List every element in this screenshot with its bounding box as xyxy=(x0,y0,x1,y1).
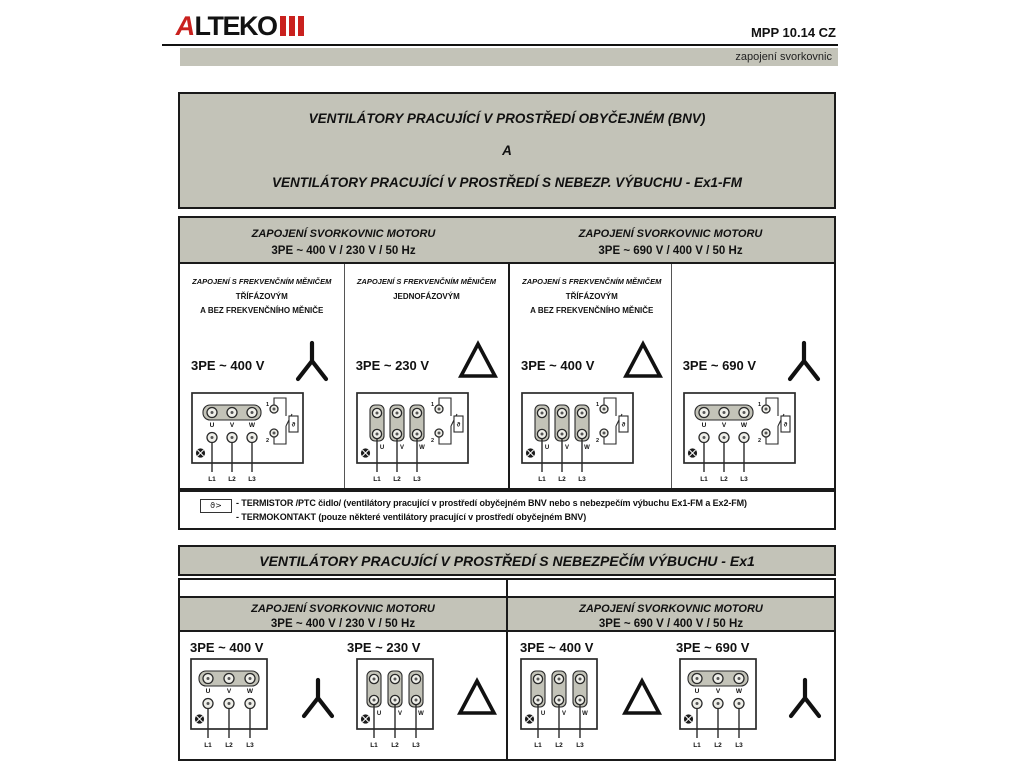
note-line1: - TERMISTOR /PTC čidlo/ (ventilátory pracující v prostředí obyčejném BNV nebo s nebezpečím výbuchu Ex1-FM a Ex2-FM) xyxy=(236,498,747,508)
delta-connection-icon xyxy=(457,340,499,385)
section1-title xyxy=(178,92,836,209)
svg-text:L2: L2 xyxy=(228,476,236,483)
spacer-row xyxy=(508,580,834,596)
logo-letter-a: A xyxy=(173,10,198,41)
terminal-diagram-star-thermistor xyxy=(191,392,316,492)
section1-title-line2: A xyxy=(502,143,512,158)
header-right-line2: 3PE ~ 690 V / 400 V / 50 Hz xyxy=(598,618,744,630)
svg-text:U: U xyxy=(540,711,546,717)
svg-text:U: U xyxy=(701,422,707,429)
subheader-line1: ZAPOJENÍ S FREKVENČNÍM MĚNIČEM xyxy=(192,277,332,286)
section2-right-half xyxy=(506,580,834,759)
voltage-label: 3PE ~ 230 V xyxy=(355,358,430,373)
section1-title-line3: VENTILÁTORY PRACUJÍCÍ V PROSTŘEDÍ S NEBEZP. VÝBUCHU - Ex1-FM xyxy=(271,175,743,190)
svg-text:L3: L3 xyxy=(412,476,421,483)
svg-text:L3: L3 xyxy=(246,742,254,749)
star-connection-icon xyxy=(292,340,332,389)
svg-text:L3: L3 xyxy=(576,742,584,749)
logo-bars-icon xyxy=(280,16,304,36)
terminal-diagram-delta-thermistor xyxy=(356,392,481,492)
svg-text:L1: L1 xyxy=(693,742,701,749)
svg-text:1: 1 xyxy=(757,402,761,408)
svg-text:L1: L1 xyxy=(370,742,378,749)
header-right-line2: 3PE ~ 690 V / 400 V / 50 Hz xyxy=(598,245,743,257)
center-divider xyxy=(508,264,511,488)
subheader-line1: ZAPOJENÍ S FREKVENČNÍM MĚNIČEM xyxy=(356,277,497,286)
header-left-line1: ZAPOJENÍ SVORKOVNIC MOTORU xyxy=(251,228,436,240)
header-left-line2: 3PE ~ 400 V / 230 V / 50 Hz xyxy=(270,618,416,630)
svg-text:L1: L1 xyxy=(208,476,216,483)
terminal-diagram-star xyxy=(679,658,759,758)
voltage-label: 3PE ~ 690 V xyxy=(682,358,757,373)
delta-connection-icon xyxy=(456,677,498,722)
svg-text:L2: L2 xyxy=(714,742,722,749)
svg-text:L3: L3 xyxy=(412,742,420,749)
voltage-label: 3PE ~ 690 V xyxy=(676,640,750,655)
subheader-three-phase xyxy=(180,275,344,319)
svg-text:2: 2 xyxy=(757,438,761,444)
svg-text:L1: L1 xyxy=(372,476,381,483)
svg-text:W: W xyxy=(246,688,254,695)
section1-header-right xyxy=(507,218,834,262)
note-box xyxy=(178,490,836,530)
section2-left-half xyxy=(180,580,506,759)
svg-text:1: 1 xyxy=(595,402,600,408)
svg-text:1: 1 xyxy=(265,402,270,408)
svg-text:U: U xyxy=(209,422,215,429)
svg-text:V: V xyxy=(399,445,404,451)
svg-text:2: 2 xyxy=(595,438,600,444)
section2-table xyxy=(178,578,836,761)
subheader-line2: JEDNOFÁZOVÝM xyxy=(393,291,460,301)
section1-diagram-area xyxy=(180,264,834,488)
svg-text:L2: L2 xyxy=(392,476,401,483)
svg-text:L3: L3 xyxy=(735,742,743,749)
svg-text:U: U xyxy=(205,688,211,695)
svg-text:W: W xyxy=(584,445,590,451)
subheader-single-phase xyxy=(345,275,509,304)
alteko-logo xyxy=(173,10,304,41)
section2-left-diagrams xyxy=(180,632,506,759)
subheader-line2: TŘÍFÁZOVÝM xyxy=(235,291,288,301)
logo-text: LTEKO xyxy=(194,10,277,41)
svg-text:L2: L2 xyxy=(558,476,566,483)
svg-text:ϑ: ϑ xyxy=(783,422,787,429)
svg-text:L3: L3 xyxy=(248,476,256,483)
svg-text:W: W xyxy=(418,445,425,451)
svg-text:V: V xyxy=(564,445,570,451)
delta-connection-icon xyxy=(622,340,664,385)
svg-text:L1: L1 xyxy=(534,742,542,749)
subheader-three-phase xyxy=(510,275,674,319)
svg-text:V: V xyxy=(229,422,235,429)
svg-text:W: W xyxy=(740,422,747,429)
subheader-line3: A BEZ FREKVENČNÍHO MĚNIČE xyxy=(530,306,654,315)
svg-text:L3: L3 xyxy=(739,476,748,483)
terminal-diagram-star-thermistor xyxy=(683,392,808,492)
star-connection-icon xyxy=(784,340,824,389)
svg-text:L1: L1 xyxy=(699,476,708,483)
subtitle-bar: zapojení svorkovnic xyxy=(180,48,838,66)
svg-text:V: V xyxy=(226,688,232,695)
svg-text:W: W xyxy=(735,688,743,695)
note-line2: - TERMOKONTAKT (pouze některé ventilátory pracující v prostředí obyčejném BNV) xyxy=(236,512,587,522)
voltage-label: 3PE ~ 400 V xyxy=(521,358,595,373)
spacer-row xyxy=(180,580,506,596)
header-right-line1: ZAPOJENÍ SVORKOVNIC MOTORU xyxy=(579,603,763,615)
header-rule xyxy=(162,44,838,46)
voltage-label: 3PE ~ 400 V xyxy=(190,640,264,655)
svg-text:L3: L3 xyxy=(578,476,586,483)
svg-text:U: U xyxy=(694,688,700,695)
terminal-diagram-delta xyxy=(520,658,600,758)
terminal-diagram-delta xyxy=(356,658,436,758)
svg-text:V: V xyxy=(721,422,726,429)
svg-text:L1: L1 xyxy=(204,742,212,749)
section1-header-left xyxy=(180,218,507,262)
svg-text:W: W xyxy=(582,711,588,717)
thermistor-symbol-box: ϑ> xyxy=(200,499,232,513)
svg-text:W: W xyxy=(248,422,256,429)
header-left-line2: 3PE ~ 400 V / 230 V / 50 Hz xyxy=(271,245,416,257)
svg-text:U: U xyxy=(544,445,550,451)
svg-text:V: V xyxy=(561,711,567,717)
svg-text:V: V xyxy=(397,711,403,717)
voltage-label: 3PE ~ 400 V xyxy=(191,358,265,373)
svg-text:U: U xyxy=(379,445,384,451)
svg-text:L2: L2 xyxy=(555,742,563,749)
svg-text:ϑ: ϑ xyxy=(621,422,626,429)
note-text xyxy=(236,496,747,524)
svg-text:L2: L2 xyxy=(391,742,399,749)
column-690v-star xyxy=(672,264,836,488)
section1-title-line1: VENTILÁTORY PRACUJÍCÍ V PROSTŘEDÍ OBYČEJNÉM (BNV) xyxy=(308,111,706,126)
svg-text:V: V xyxy=(715,688,721,695)
svg-text:ϑ: ϑ xyxy=(291,422,296,429)
column-400v-delta xyxy=(510,264,674,488)
svg-text:W: W xyxy=(418,711,424,717)
header-right-line1: ZAPOJENÍ SVORKOVNIC MOTORU xyxy=(578,228,763,240)
svg-text:2: 2 xyxy=(430,438,434,444)
section2-right-diagrams xyxy=(508,632,834,759)
section2-header-left xyxy=(180,596,506,632)
svg-text:2: 2 xyxy=(265,438,270,444)
voltage-label: 3PE ~ 400 V xyxy=(520,640,594,655)
delta-connection-icon xyxy=(621,677,663,722)
subheader-line2: TŘÍFÁZOVÝM xyxy=(565,291,618,301)
subheader-line3: A BEZ FREKVENČNÍHO MĚNIČE xyxy=(200,306,324,315)
svg-text:U: U xyxy=(376,711,382,717)
terminal-diagram-delta-thermistor xyxy=(521,392,646,492)
voltage-label: 3PE ~ 230 V xyxy=(347,640,421,655)
section2-title: VENTILÁTORY PRACUJÍCÍ V PROSTŘEDÍ S NEBEZPEČÍM VÝBUCHU - Ex1 xyxy=(178,545,836,576)
document-code: MPP 10.14 CZ xyxy=(750,25,836,40)
star-connection-icon xyxy=(298,677,338,726)
svg-text:L1: L1 xyxy=(538,476,546,483)
column-400v-star xyxy=(180,264,344,488)
svg-text:ϑ: ϑ xyxy=(456,422,460,429)
section2-header-right xyxy=(508,596,834,632)
section1-table xyxy=(178,216,836,490)
subheader-line1: ZAPOJENÍ S FREKVENČNÍM MĚNIČEM xyxy=(522,277,662,286)
svg-text:L2: L2 xyxy=(225,742,233,749)
column-230v-delta xyxy=(345,264,509,488)
star-connection-icon xyxy=(785,677,825,726)
section1-header-row xyxy=(180,218,834,264)
svg-text:L2: L2 xyxy=(719,476,728,483)
header-left-line1: ZAPOJENÍ SVORKOVNIC MOTORU xyxy=(251,603,435,615)
svg-text:1: 1 xyxy=(430,402,434,408)
terminal-diagram-star xyxy=(190,658,270,758)
